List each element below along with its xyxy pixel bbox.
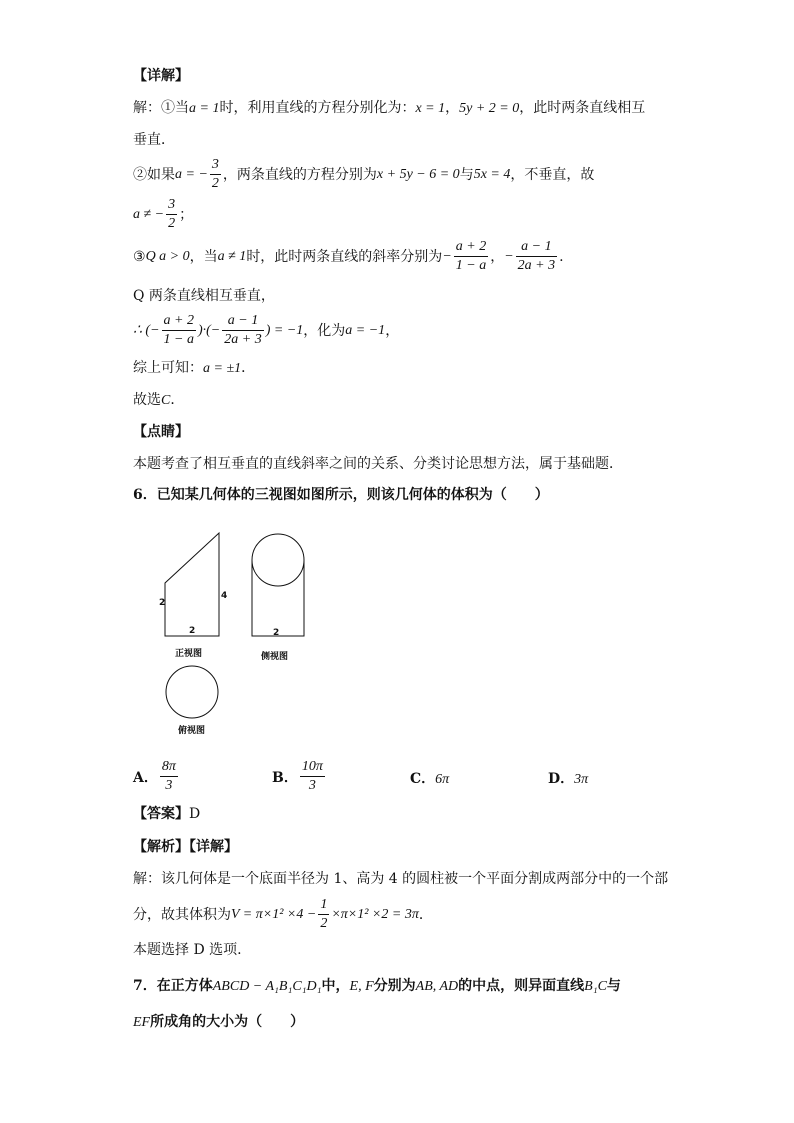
solution-step-3 <box>133 238 564 275</box>
math: − <box>442 248 452 264</box>
text: ，不垂直，故 <box>510 166 595 183</box>
detail-header: 【详解】 <box>133 68 189 84</box>
math: E, F <box>349 979 374 994</box>
option-b[interactable] <box>272 758 327 795</box>
math: ∴ (− <box>133 322 160 338</box>
math: a = ±1 <box>203 361 242 376</box>
option-label: A． <box>133 769 158 786</box>
math: Q a > 0 <box>145 248 190 264</box>
option-c[interactable] <box>410 768 449 788</box>
solution-step-5 <box>133 312 399 349</box>
solution-step-4: Q 两条直线相互垂直， <box>133 288 275 304</box>
text: 所成角的大小为（ ） <box>150 1014 305 1030</box>
solution-step-2 <box>133 156 594 193</box>
front-view-shape <box>165 533 219 636</box>
fraction: $\frac{8\pi}{3}$ <box>161 759 176 793</box>
text: ， <box>445 100 460 116</box>
text: ，两条直线的方程分别为 <box>222 166 377 183</box>
math: a = −1 <box>345 322 386 338</box>
side-view-caption: 侧视图 <box>261 652 289 662</box>
text: 的中点，则异面直线 <box>458 978 585 994</box>
top-view-circle <box>166 666 218 718</box>
fraction: $\frac{3}{2}$ <box>168 197 176 231</box>
top-view-caption: 俯视图 <box>178 726 206 736</box>
text: ③ <box>133 248 146 265</box>
math: V = π×1² ×4 − <box>231 906 317 922</box>
three-view-figure <box>150 528 320 743</box>
solution-step-2-result <box>133 196 193 233</box>
text: ②如果 <box>133 166 175 183</box>
text: ． <box>241 360 256 376</box>
option-label: B． <box>272 769 298 786</box>
q6-solution-line-2 <box>133 896 433 933</box>
text: . <box>559 248 564 265</box>
math: 5y + 2 = 0 <box>459 101 520 116</box>
math: )·(− <box>197 322 221 338</box>
text: ，此时两条直线相互 <box>519 100 646 116</box>
question-7-line-1 <box>133 976 621 997</box>
math: x + 5y − 6 = 0 <box>376 166 460 182</box>
answer-header: 【答案】 <box>133 806 189 822</box>
front-bottom-dimension: 2 <box>189 626 196 636</box>
math: ) = −1 <box>265 322 304 338</box>
math: − <box>504 248 514 264</box>
text: ， <box>490 248 505 265</box>
solution-step-1-cont: 垂直． <box>133 132 175 148</box>
math: 3π <box>574 772 589 787</box>
front-view-caption: 正视图 <box>175 649 203 659</box>
text: 与 <box>459 166 474 183</box>
side-view-circle <box>252 534 304 586</box>
fraction: $\frac{10\pi}{3}$ <box>301 759 323 793</box>
math: ABCD − A₁B₁C₁D₁ <box>212 979 322 994</box>
answer-line <box>133 804 200 824</box>
hint-header: 【点睛】 <box>133 424 189 440</box>
analysis-header: 【解析】【详解】 <box>133 839 238 855</box>
text: 综上可知： <box>133 360 203 376</box>
text: ，化为 <box>303 322 346 339</box>
text: 与 <box>606 978 621 994</box>
math: a ≠ − <box>133 206 165 222</box>
math: C <box>161 393 171 408</box>
answer-value: D <box>189 806 201 822</box>
text: ． <box>170 392 185 408</box>
front-right-dimension: 4 <box>221 591 228 601</box>
hint-text: 本题考查了相互垂直的直线斜率之间的关系、分类讨论思想方法，属于基础题． <box>133 456 623 472</box>
math: B₁C <box>584 979 607 994</box>
fraction: $\frac{a - 1}{2a + 3}$ <box>517 239 556 273</box>
option-label: D． <box>548 771 575 787</box>
text: 中， <box>321 978 350 994</box>
math: x = 1 <box>415 101 446 116</box>
side-bottom-dimension: 2 <box>273 628 280 638</box>
math: a = 1 <box>189 101 220 116</box>
text: 故选 <box>133 392 161 408</box>
text: ； <box>179 206 194 223</box>
math: 6π <box>435 772 450 787</box>
math: a = − <box>175 166 208 182</box>
question-7-line-2 <box>133 1012 304 1033</box>
text: 时，利用直线的方程分别化为： <box>219 100 416 116</box>
math: a ≠ 1 <box>217 248 247 264</box>
fraction: $\frac{a + 2}{1 - a}$ <box>455 239 487 273</box>
text: ， <box>385 322 400 339</box>
solution-step-7 <box>133 390 184 411</box>
text: 分别为 <box>373 978 416 994</box>
text: 分，故其体积为 <box>133 906 231 923</box>
question-6-title: 6．已知某几何体的三视图如图所示，则该几何体的体积为（ ） <box>133 487 549 503</box>
option-label: C． <box>410 771 436 787</box>
solution-step-1 <box>133 98 645 119</box>
math: EF <box>133 1015 151 1030</box>
fraction: $\frac{a - 1}{2a + 3}$ <box>224 313 262 347</box>
fraction: $\frac{1}{2}$ <box>320 897 328 931</box>
q6-select-line: 本题选择 D 选项. <box>133 942 242 958</box>
front-left-dimension: 2 <box>159 598 166 608</box>
math: 5x = 4 <box>473 166 511 182</box>
math: AB, AD <box>415 979 459 994</box>
text: 7．在正方体 <box>133 978 213 994</box>
option-a[interactable] <box>133 758 180 795</box>
fraction: $\frac{3}{2}$ <box>211 157 219 191</box>
text: 解：①当 <box>133 100 189 116</box>
q6-solution-line-1: 解：该几何体是一个底面半径为 1、高为 4 的圆柱被一个平面分割成两部分中的一个部 <box>133 871 669 887</box>
text: 时，此时两条直线的斜率分别为 <box>246 248 443 265</box>
fraction: $\frac{a + 2}{1 - a}$ <box>163 313 194 347</box>
option-d[interactable] <box>548 768 588 788</box>
solution-step-6 <box>133 358 255 379</box>
math: ×π×1² ×2 = 3π <box>331 906 419 922</box>
text: ． <box>418 906 433 923</box>
text: ，当 <box>189 248 218 265</box>
